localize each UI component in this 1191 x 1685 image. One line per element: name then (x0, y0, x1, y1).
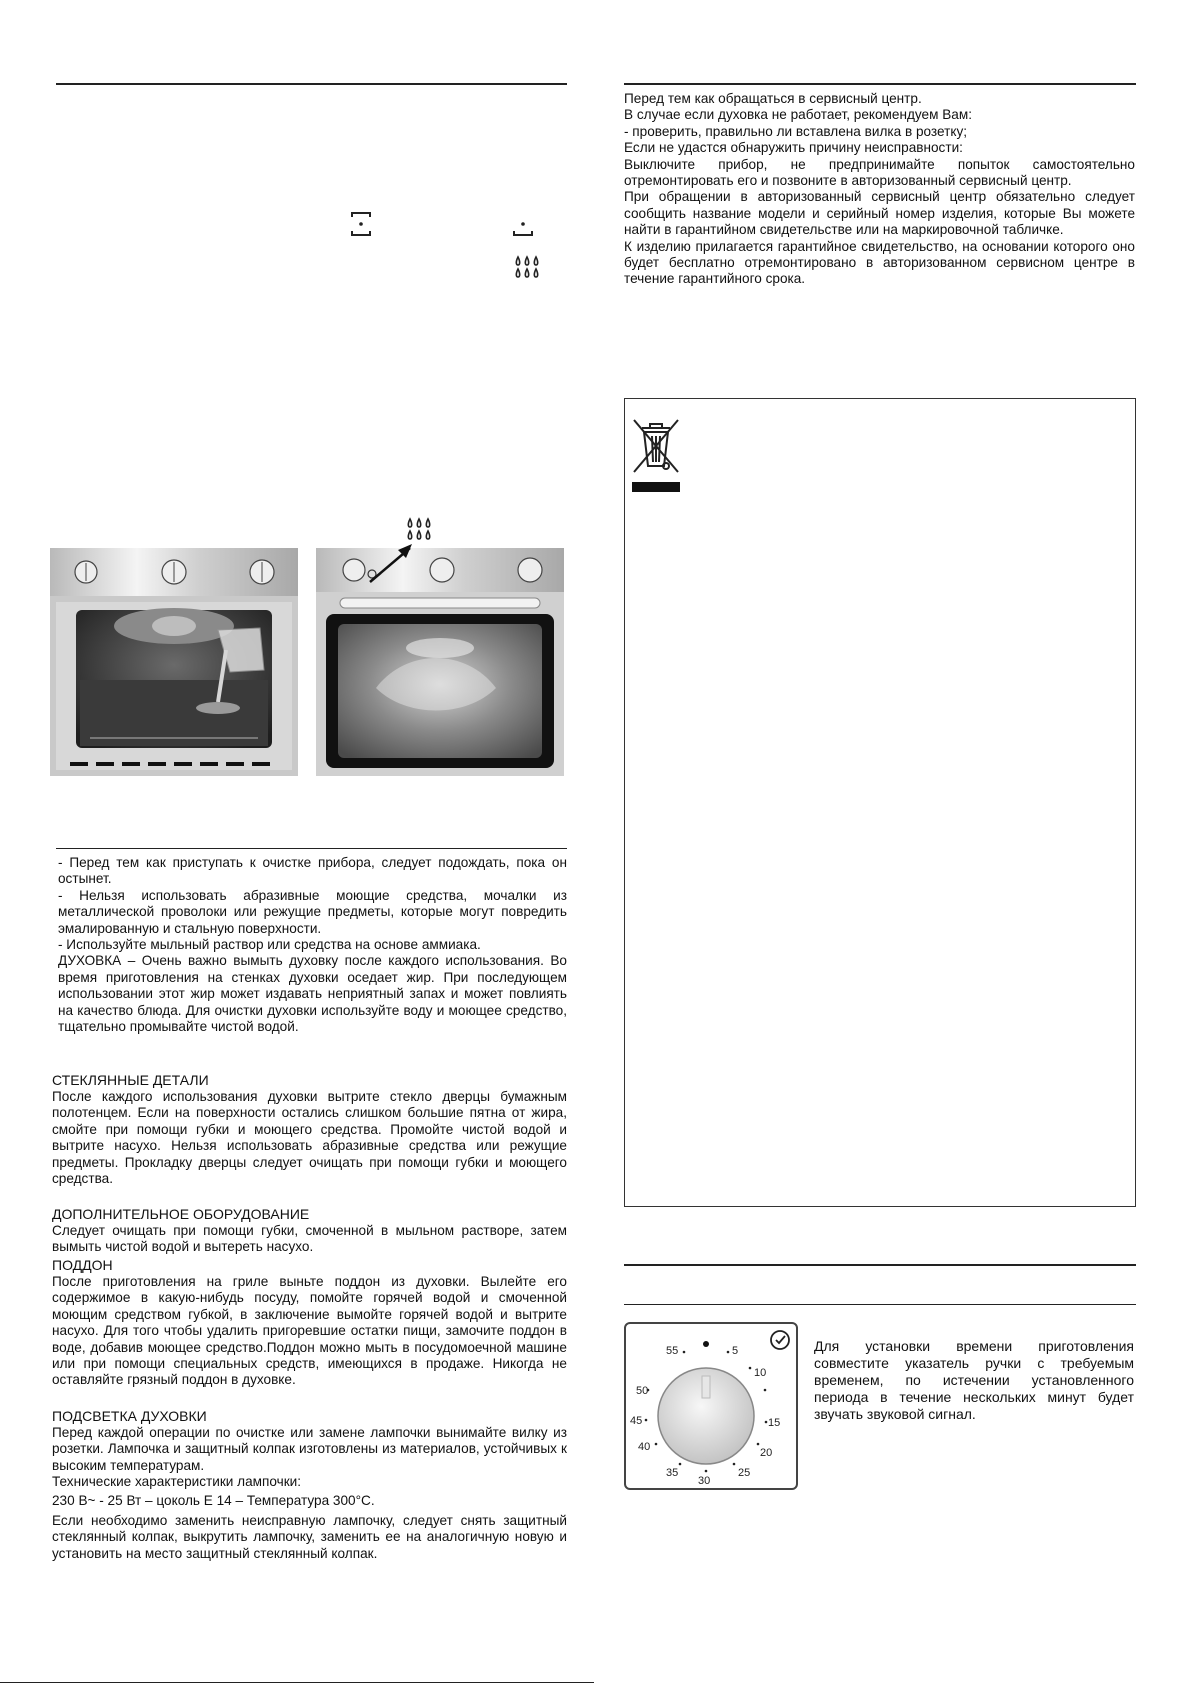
clock-check-icon (771, 1331, 789, 1349)
timer-dial (626, 1324, 796, 1488)
arrow-pointer (360, 540, 420, 595)
service-para: К изделию прилагается гарантийное свидетельство, на основании которого оно будет бесплатно отремонтировано в авторизованном сервисном центре в течение гарантийного срока. (624, 238, 1135, 287)
timer-second-rule (624, 1304, 1136, 1305)
dial-label: 15 (768, 1417, 781, 1429)
glass-section-text: После каждого использования духовки вытрите стекло дверцы бумажным полотенцем. Если на поверхности остались слишком большие пятна от жира, смойте при помощи губки и моющего средства. Промойте чистой водой и вытрите насухо. Нельзя использовать абразивные средства или режущие предметы. Прокладку дверцы следует очищать при помощи губки и моющего средства. (52, 1089, 567, 1187)
service-para: Перед тем как обращаться в сервисный центр. (624, 91, 922, 106)
crossed-bin-icon (630, 414, 682, 494)
glass-section-title: СТЕКЛЯННЫЕ ДЕТАЛИ (52, 1072, 209, 1088)
lamp-section-text (52, 1425, 567, 1562)
cleaning-para: ДУХОВКА – Очень важно вымыть духовку после каждого использования. Во время приготовления на стенках духовки оседает жир. При последующем использовании этот жир может издавать неприятный запах и может повлиять на качество блюда. Для очистки духовки используйте воду и моющее средство, тщательно промывайте чистой водой. (58, 953, 567, 1035)
lamp-para: Технические характеристики лампочки: (52, 1474, 302, 1490)
disposal-info-box (624, 398, 1136, 1207)
service-para: Если не удастся обнаружить причину неисправности: (624, 140, 963, 156)
cleaning-para: - Используйте мыльный раствор или средства на основе аммиака. (58, 937, 481, 953)
accessories-section-title: ДОПОЛНИТЕЛЬНОЕ ОБОРУДОВАНИЕ (52, 1206, 310, 1222)
timer-instructions-text: Для установки времени приготовления совместите указатель ручки с требуемым временем, по истечении установленного периода в течение нескольких минут будет звучать звуковой сигнал. (814, 1338, 1134, 1422)
cleaning-para: - Нельзя использовать абразивные моющие средства, мочалки из металлической проволоки или режущие предметы, которые могут повредить эмалированную и стальную поверхности. (58, 887, 567, 936)
cleaning-para: - Перед тем как приступать к очистке прибора, следует подождать, пока он остынет. (58, 855, 567, 887)
service-block (624, 91, 1135, 288)
service-para: При обращении в авторизованный сервисный центр обязательно следует сообщить название модели и серийный номер изделия, которые Вы можете найти в гарантийном свидетельстве или на маркировочной табличке. (624, 189, 1135, 238)
left-top-rule (56, 83, 567, 85)
cleaning-section-rule (56, 848, 567, 849)
lamp-para: Перед каждой операции по очистке или замене лампочки вынимайте вилку из розетки. Лампочка и защитный колпак изготовлены из материалов, устойчивых к высоким температурам. (52, 1425, 567, 1473)
cleaning-intro-block (58, 855, 567, 1035)
dial-label: 55 (666, 1345, 679, 1357)
service-para: - проверить, правильно ли вставлена вилка в розетку; (624, 123, 968, 139)
dial-label: 5 (732, 1345, 739, 1357)
dial-label: 45 (630, 1415, 643, 1427)
dial-label: 25 (738, 1467, 751, 1479)
tray-section-title: ПОДДОН (52, 1257, 113, 1273)
oven-steam-cleaning-illustration (316, 548, 564, 781)
lamp-para: Если необходимо заменить неисправную лампочку, следует снять защитный стеклянный колпак, выкрутить лампочку, заменить ее на аналогичную новую и установить на место защитный стеклянный колпак. (52, 1513, 567, 1561)
service-para: Выключите прибор, не предпринимайте попыток самостоятельно отремонтировать его и позвоните в авторизованный сервисный центр. (624, 156, 1135, 189)
timer-top-rule (624, 1264, 1136, 1266)
steam-drops-icon (406, 516, 432, 542)
oven-bottom-dot-icon (512, 220, 534, 238)
dial-label: 10 (754, 1367, 767, 1379)
tray-section-text: После приготовления на гриле выньте поддон из духовки. Вылейте его содержимое в какую-нибудь посуду, помойте горячей водой и смоченной моющим средством губкой, в заключение вымойте горячей водой и вытрите насухо. Для того чтобы удалить пригоревшие остатки пищи, замочите поддон в воде, добавив моющее средство.Поддон можно мыть в посудомоечной машине или при помощи специальных средств, имеющихся в продаже. Никогда не оставляйте грязный поддон в духовке. (52, 1274, 567, 1388)
steam-drops-icon (514, 254, 540, 280)
dial-label: 20 (760, 1447, 773, 1459)
dial-label: 50 (636, 1385, 649, 1397)
bottom-page-rule (0, 1682, 594, 1683)
timer-dial-illustration (624, 1322, 798, 1490)
accessories-section-text: Следует очищать при помощи губки, смоченной в мыльном растворе, затем вымыть чистой водой и вытереть насухо. (52, 1223, 567, 1255)
oven-pouring-water-illustration (50, 548, 298, 781)
oven-top-bottom-icon (350, 211, 372, 237)
dial-label: 35 (666, 1467, 679, 1479)
dial-label: 30 (698, 1475, 711, 1487)
lamp-section-title: ПОДСВЕТКА ДУХОВКИ (52, 1408, 207, 1424)
lamp-para: 230 В~ - 25 Вт – цоколь Е 14 – Температура 300°C. (52, 1492, 375, 1508)
right-top-rule (624, 83, 1136, 85)
dial-label: 40 (638, 1441, 651, 1453)
service-para: В случае если духовка не работает, рекомендуем Вам: (624, 107, 972, 123)
